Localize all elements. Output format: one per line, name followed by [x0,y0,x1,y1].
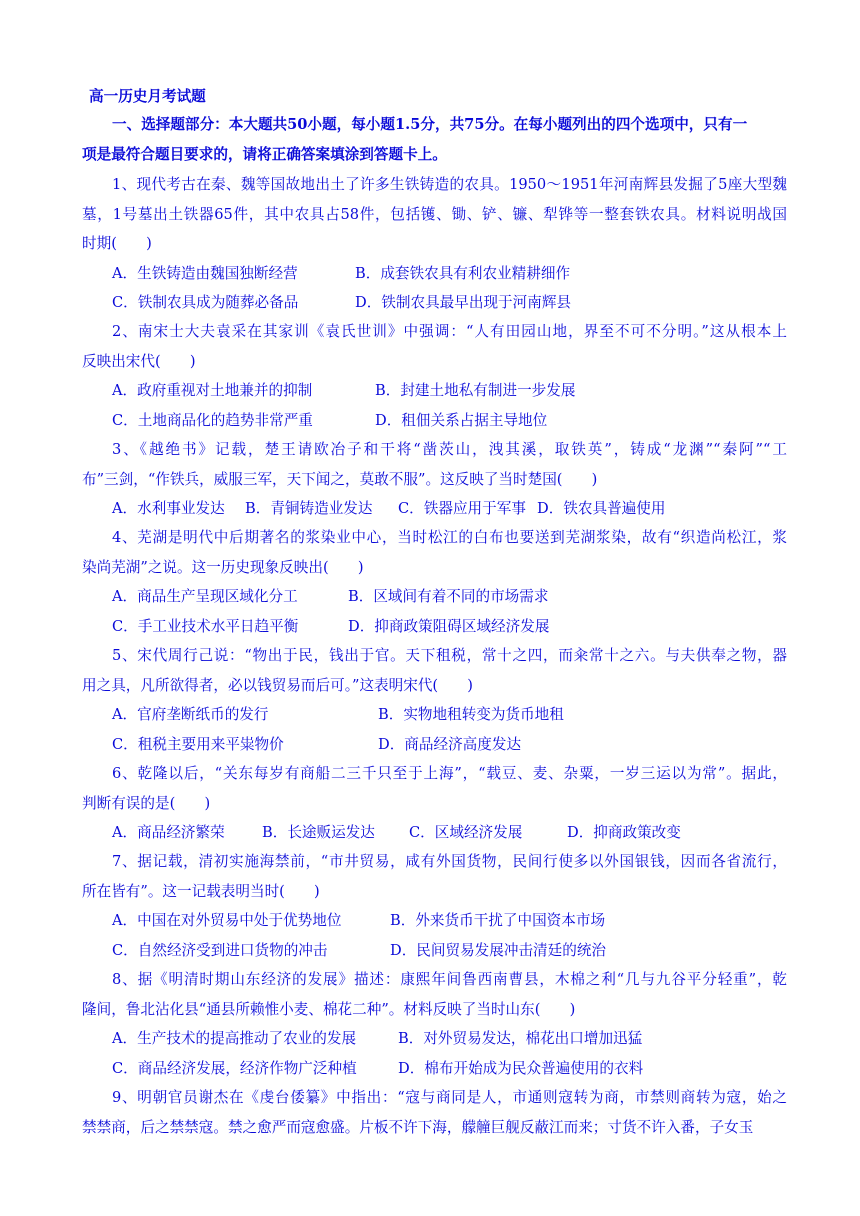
section-instructions-line-1: 一、选择题部分：本大题共50小题，每小题1.5分，共75分。在每小题列出的四个选项中，只有一 [112,116,748,133]
question-5-option: B．实物地租转变为货币地租 [378,706,564,723]
question-7-stem-line: 所在皆有”。这一记载表明当时( ) [82,883,320,900]
question-8-option: C．商品经济发展，经济作物广泛种植 [112,1060,357,1077]
question-9-stem-line: 禁禁商，后之禁禁寇。禁之愈严而寇愈盛。片板不许下海，艨艟巨舰反蔽江而来；寸货不许入番，子女玉 [82,1119,754,1136]
question-6-option: C．区域经济发展 [409,824,523,841]
question-2-option: B．封建土地私有制进一步发展 [375,382,576,399]
question-8-option: A．生产技术的提高推动了农业的发展 [112,1030,357,1047]
question-4-option: A．商品生产呈现区域化分工 [112,588,298,605]
question-5-option: A．官府垄断纸币的发行 [112,706,269,723]
question-8-option: D．棉布开始成为民众普遍使用的衣料 [398,1060,644,1077]
question-3-option: C．铁器应用于军事 [398,500,526,517]
question-3-stem-line: 3、《越绝书》记载，楚王请欧冶子和干将“凿茨山，洩其溪，取铁英”，铸成“龙渊”“秦阿”“工 [112,441,787,458]
question-5-stem-line: 用之具，凡所欲得者，必以钱贸易而后可。”这表明宋代( ) [82,677,473,694]
question-8-stem-line: 隆间，鲁北沾化县“通县所赖惟小麦、棉花二种”。材料反映了当时山东( ) [82,1001,576,1018]
question-6-option: D．抑商政策改变 [567,824,681,841]
question-4-stem-line: 4、芜湖是明代中后期著名的浆染业中心，当时松江的白布也要送到芜湖浆染，故有“织造尚松江，浆 [112,529,787,546]
question-4-stem-line: 染尚芜湖”之说。这一历史现象反映出( ) [82,559,364,576]
question-1-option: B．成套铁农具有利农业精耕细作 [355,265,571,282]
question-7-option: B．外来货币干扰了中国资本市场 [390,912,606,929]
question-5-stem-line: 5、宋代周行己说：“物出于民，钱出于官。天下租税，常十之四，而籴常十之六。与夫供奉之物，器 [112,647,787,664]
question-4-option: D．抑商政策阻碍区域经济发展 [348,618,550,635]
question-1-stem-line: 1、现代考古在秦、魏等国故地出土了许多生铁铸造的农具。1950～1951年河南辉县发掘了5座大型魏 [112,176,787,193]
question-6-option: B．长途贩运发达 [262,824,375,841]
question-3-option: A．水利事业发达 [112,500,225,517]
question-2-stem-line: 反映出宋代( ) [82,353,196,370]
question-6-option: A．商品经济繁荣 [112,824,225,841]
question-5-option: D．商品经济高度发达 [378,736,522,753]
question-8-option: B．对外贸易发达，棉花出口增加迅猛 [398,1030,643,1047]
question-3-option: B．青铜铸造业发达 [245,500,373,517]
question-7-option: D．民间贸易发展冲击清廷的统治 [390,942,607,959]
question-7-stem-line: 7、据记载，清初实施海禁前，“市井贸易，咸有外国货物，民间行使多以外国银钱，因而各省流行， [112,853,787,870]
section-instructions-line-2: 项是最符合题目要求的，请将正确答案填涂到答题卡上。 [82,146,447,163]
question-7-option: A．中国在对外贸易中处于优势地位 [112,912,342,929]
question-6-stem-line: 判断有误的是( ) [82,795,211,812]
page-title: 高一历史月考试题 [89,88,206,105]
question-3-option: D．铁农具普遍使用 [537,500,666,517]
question-4-option: B．区域间有着不同的市场需求 [348,588,549,605]
question-6-stem-line: 6、乾隆以后，“关东每岁有商船二三千只至于上海”，“载豆、麦、杂粟，一岁三运以为常”。据此， [112,765,787,782]
question-5-option: C．租税主要用来平粜物价 [112,736,284,753]
question-1-option: A．生铁铸造由魏国独断经营 [112,265,298,282]
question-2-option: D．租佃关系占据主导地位 [375,412,548,429]
question-1-option: D．铁制农具最早出现于河南辉县 [355,294,572,311]
question-2-option: C．土地商品化的趋势非常严重 [112,412,313,429]
question-1-stem-line: 时期( ) [82,235,152,252]
question-2-stem-line: 2、南宋士大夫袁采在其家训《袁氏世训》中强调：“人有田园山地，界至不可不分明。”这从根本上 [112,323,787,340]
question-7-option: C．自然经济受到进口货物的冲击 [112,942,328,959]
question-2-option: A．政府重视对土地兼并的抑制 [112,382,313,399]
question-3-stem-line: 布”三剑，“作铁兵，威服三军，天下闻之，莫敢不服”。这反映了当时楚国( ) [82,471,598,488]
question-4-option: C．手工业技术水平日趋平衡 [112,618,299,635]
question-9-stem-line: 9、明朝官员谢杰在《虔台倭纂》中指出：“寇与商同是人，市通则寇转为商，市禁则商转为寇，始之 [112,1089,787,1106]
question-1-option: C．铁制农具成为随葬必备品 [112,294,299,311]
question-1-stem-line: 墓，1号墓出土铁器65件，其中农具占58件，包括镬、锄、铲、镰、犁铧等一整套铁农具。材料说明战国 [82,206,787,223]
question-8-stem-line: 8、据《明清时期山东经济的发展》描述：康熙年间鲁西南曹县，木棉之利“几与九谷平分轻重”，乾 [112,971,787,988]
